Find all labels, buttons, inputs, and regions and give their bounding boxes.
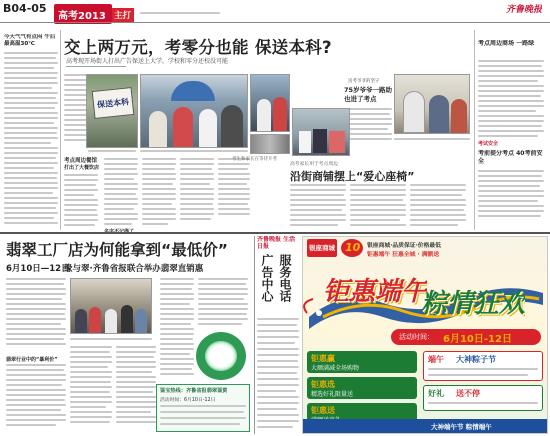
top-line-2: 钜惠端午 狂惠全城 · 满额送 [367,252,440,258]
seats-photo [292,108,350,156]
jade-section-label: 翡翠行业中的“暴利价” [6,357,58,363]
anniversary-badge [341,239,363,257]
ad-brand: 齐鲁晚报 生活日报 [257,236,296,250]
dragon-ad [302,236,548,434]
sidebar-divider [60,30,61,230]
subhead-underline [66,66,126,67]
feature-title: 沿街商铺摆上“爱心座椅” [290,170,415,183]
anniversary-number: 10 [345,241,361,254]
jade-hotline-caption: 活动时间：6月10日-12日 [160,398,216,403]
photo-caption [140,150,248,152]
feature-kicker: 高考家长用于考点周边 [290,162,338,167]
top-line-1: 银座商城·品质保证·价格最低 [367,243,441,249]
main-title-1: 钜惠端午 [323,277,428,307]
mall-logo [307,239,337,257]
parents-photo [250,74,290,132]
jade-store-caption [70,338,152,340]
right-col-title: 考点周边商场 一路绿 [478,40,535,47]
jade-sponsor: 缘与翠·齐鲁省报联合举办翡翠直销惠 [64,264,204,274]
sign-board [92,87,135,119]
banner [54,4,112,24]
date-bar [391,329,541,345]
umbrella [171,81,215,101]
date-range: 6月10日-12日 [443,334,512,345]
ad-service-column [254,236,300,434]
dragon-whisker [304,299,313,313]
ad-footer-text: 大神端午节 粽情端午 [431,423,492,431]
promo-label-2: 钜惠选 [311,380,335,389]
sign-photo [86,74,138,148]
jade-headline: 翡翠工厂店为何能拿到“最低价” [6,241,228,259]
jade-store-photo [70,278,152,334]
jade-hotline-box [156,384,250,432]
street-photo [250,134,290,154]
ad-vertical-left: 广告中心 [260,254,274,302]
jade-hotline-title: 鉴宝热线：齐鲁省报翡翠鉴赏 [160,388,228,394]
promo-item-1 [307,351,417,373]
promo-right-1 [423,351,543,381]
promo-label-3: 钜惠送 [311,406,335,415]
banner-tag [112,8,134,22]
promo-text-1: 大额满减全场购物 [311,365,360,372]
right-col-title-2: 考前提分考点 40考前安全 [478,150,543,165]
jade-bangle [196,332,246,380]
column-title: 考点周边餐馆 [64,158,98,164]
right-photo-kicker: 送考爷爷的坚守 [348,79,380,84]
right-photo-title: 75岁爷爷一路助 也进了考点 [344,86,393,103]
promo-right-label-1: 端午 [428,355,444,364]
jade-dates: 6月10日—12日 [6,264,70,274]
promo-right-label-2: 好礼 [428,389,444,398]
promo-text-2: 精选好礼限量送 [311,391,354,398]
banner-title: 高考2013 [58,11,106,22]
photo-caption-2 [88,150,136,152]
grandpa-photo [394,74,470,134]
header-rule [0,22,550,23]
date-prefix: 活动时间： [399,333,434,341]
caption-line: 考生和家长在等待开考 [232,157,277,162]
dragon-eye [316,310,322,316]
main-subhead: 高考现开场街人打出广告保送上大学，学校和零分还校没可能 [66,58,229,65]
promo-item-2 [307,377,417,399]
grandpa-caption [394,138,470,140]
mall-name: 银座商城 [309,244,335,252]
header-meta-line [140,12,220,14]
promo-right-2 [423,385,543,411]
crowd-photo [140,74,248,148]
sidebar-title: 今天气气有点闷 午后最高温30℃ [4,34,56,47]
pinyin-tag: 考试安全 [478,141,499,147]
section-rule [0,232,550,234]
ad-footer [303,419,548,434]
main-headline: 交上两万元，考零分也能 保送本科? [64,38,332,57]
column-sub: 打出了大餐饮店 [64,165,100,171]
masthead: 齐鲁晚报 [506,5,543,15]
banner-tag-label: 主打 [114,11,132,21]
sign-text: 保送本科 [96,97,130,110]
promo-right-text-2: 送不停 [456,389,480,398]
promo-label-1: 钜惠赢 [311,354,335,363]
right-col-divider [474,30,475,230]
promo-right-text-1: 大神粽子节 [456,355,496,364]
ad-vertical-right: 服务电话 [278,254,292,302]
page-number: B04-05 [3,2,47,15]
main-title-2: 粽情狂欢 [421,289,526,319]
